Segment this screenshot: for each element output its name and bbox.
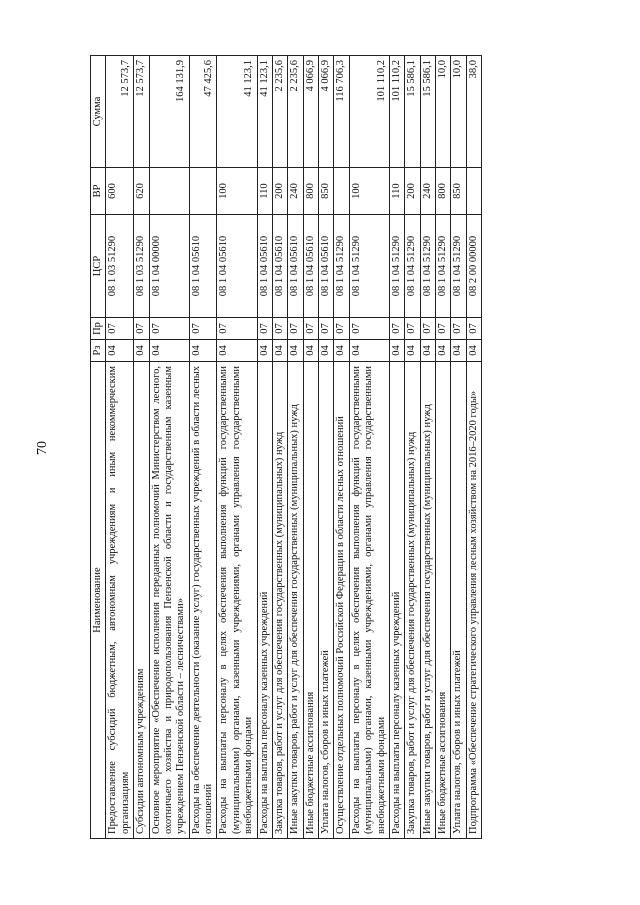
table-row [272,56,287,839]
header-name: Наименование [91,362,106,839]
header-vr: ВР [91,168,106,215]
table-row [436,56,451,839]
row-pr-cell: 07 [466,318,481,340]
rotated-table-container [90,56,561,839]
row-name-cell: Иные закупки товаров, работ и услуг для обеспечения государственных (муниципальных) нужд [420,362,435,839]
row-vr-cell: 800 [303,168,318,215]
header-pr: Пр [91,318,106,340]
row-rz-cell: 04 [272,340,287,362]
row-pr-cell: 07 [189,318,217,340]
row-vr-cell: 100 [349,168,389,215]
row-csr-cell: 08 1 04 05610 [257,215,272,318]
row-pr-cell: 07 [303,318,318,340]
row-sum-cell: 101 110,2 [349,56,389,168]
row-rz-cell: 04 [466,340,481,362]
row-vr-cell: 240 [420,168,435,215]
row-vr-cell: 240 [288,168,303,215]
row-csr-cell: 08 1 04 05610 [217,215,257,318]
row-csr-cell: 08 1 04 51290 [389,215,404,318]
row-sum-cell: 116 706,3 [334,56,349,168]
row-vr-cell: 200 [272,168,287,215]
row-name-cell: Осуществление отдельных полномочий Российской Федерации в области лесных отношений [334,362,349,839]
row-rz-cell: 04 [389,340,404,362]
row-csr-cell: 08 1 04 51290 [451,215,466,318]
header-sum: Сумма [91,56,106,168]
row-sum-cell: 2 235,6 [288,56,303,168]
row-sum-cell: 4 066,9 [303,56,318,168]
row-pr-cell: 07 [389,318,404,340]
row-sum-cell: 41 123,1 [257,56,272,168]
row-vr-cell: 600 [106,168,134,215]
table-row [303,56,318,839]
table-row [149,56,189,839]
row-rz-cell: 04 [217,340,257,362]
row-sum-cell: 12 573,7 [106,56,134,168]
row-vr-cell: 110 [257,168,272,215]
row-vr-cell [334,168,349,215]
table-row [349,56,389,839]
row-vr-cell: 850 [319,168,334,215]
row-name-cell: Расходы на выплаты персоналу казенных учреждений [257,362,272,839]
row-pr-cell: 07 [436,318,451,340]
table-row [257,56,272,839]
row-rz-cell: 04 [319,340,334,362]
row-name-cell: Субсидии автономным учреждениям [134,362,149,839]
row-csr-cell: 08 1 04 51290 [349,215,389,318]
header-csr: ЦСР [91,215,106,318]
row-sum-cell: 4 066,9 [319,56,334,168]
row-vr-cell: 110 [389,168,404,215]
page-number: 70 [35,441,50,455]
row-rz-cell: 04 [405,340,420,362]
row-csr-cell: 08 1 04 00000 [149,215,189,318]
table-row [106,56,134,839]
row-rz-cell: 04 [420,340,435,362]
row-name-cell: Закупка товаров, работ и услуг для обеспечения государственных (муниципальных) нужд [272,362,287,839]
table-row [451,56,466,839]
budget-table [90,55,482,839]
row-rz-cell: 04 [349,340,389,362]
row-rz-cell: 04 [451,340,466,362]
row-pr-cell: 07 [217,318,257,340]
row-csr-cell: 08 1 03 51290 [106,215,134,318]
row-name-cell: Уплата налогов, сборов и иных платежей [319,362,334,839]
row-pr-cell: 07 [349,318,389,340]
row-sum-cell: 15 586,1 [405,56,420,168]
table-row [405,56,420,839]
row-sum-cell: 38,0 [466,56,481,168]
table-row [319,56,334,839]
table-row [334,56,349,839]
row-rz-cell: 04 [189,340,217,362]
row-name-cell: Предоставление субсидий бюджетным, автономным учреждениям и иным некоммерческим организациям [106,362,134,839]
row-name-cell: Закупка товаров, работ и услуг для обеспечения государственных (муниципальных) нужд [405,362,420,839]
row-vr-cell: 200 [405,168,420,215]
row-pr-cell: 07 [134,318,149,340]
table-row [288,56,303,839]
row-pr-cell: 07 [106,318,134,340]
row-pr-cell: 07 [288,318,303,340]
row-vr-cell: 100 [217,168,257,215]
row-rz-cell: 04 [288,340,303,362]
row-sum-cell: 164 131,9 [149,56,189,168]
row-rz-cell: 04 [436,340,451,362]
row-name-cell: Расходы на выплаты персоналу в целях обеспечения выполнения функций государственными (муниципальными) органами, казенными учреждениями, органами управления государственными внебюджетными фондами [349,362,389,839]
row-name-cell: Расходы на выплаты персоналу в целях обеспечения выполнения функций государственными (муниципальными) органами, казенными учреждениями, органами управления государственными внебюджетными фондами [217,362,257,839]
row-vr-cell: 850 [451,168,466,215]
row-vr-cell [149,168,189,215]
table-row [420,56,435,839]
row-rz-cell: 04 [257,340,272,362]
row-pr-cell: 07 [420,318,435,340]
row-name-cell: Расходы на выплаты персоналу казенных учреждений [389,362,404,839]
row-name-cell: Основное мероприятие «Обеспечение исполнения переданных полномочий Министерством лесного, охотничьего хозяйства и природопользования Пензенской области и государственным казенным учреждением Пензенской области – лесничествами» [149,362,189,839]
row-name-cell: Иные закупки товаров, работ и услуг для обеспечения государственных (муниципальных) нужд [288,362,303,839]
row-csr-cell: 08 1 04 05610 [272,215,287,318]
row-csr-cell: 08 1 04 05610 [189,215,217,318]
row-rz-cell: 04 [106,340,134,362]
row-csr-cell: 08 1 04 51290 [420,215,435,318]
row-sum-cell: 10,0 [451,56,466,168]
row-rz-cell: 04 [134,340,149,362]
table-row [217,56,257,839]
row-pr-cell: 07 [405,318,420,340]
row-csr-cell: 08 1 04 51290 [405,215,420,318]
row-pr-cell: 07 [334,318,349,340]
row-vr-cell: 800 [436,168,451,215]
row-sum-cell: 12 573,7 [134,56,149,168]
row-vr-cell: 620 [134,168,149,215]
row-name-cell: Уплата налогов, сборов и иных платежей [451,362,466,839]
row-pr-cell: 07 [257,318,272,340]
row-name-cell: Иные бюджетные ассигнования [303,362,318,839]
row-sum-cell: 10,0 [436,56,451,168]
row-pr-cell: 07 [451,318,466,340]
header-rz: Рз [91,340,106,362]
row-vr-cell [189,168,217,215]
row-rz-cell: 04 [334,340,349,362]
row-name-cell: Подпрограмма «Обеспечение стратегического управления лесным хозяйством на 2016–2020 годы» [466,362,481,839]
row-pr-cell: 07 [149,318,189,340]
row-rz-cell: 04 [149,340,189,362]
table-row [466,56,481,839]
row-pr-cell: 07 [319,318,334,340]
table-row [134,56,149,839]
row-sum-cell: 41 123,1 [217,56,257,168]
row-sum-cell: 101 110,2 [389,56,404,168]
row-name-cell: Расходы на обеспечение деятельности (оказание услуг) государственных учреждений в области лесных отношений [189,362,217,839]
table-row [389,56,404,839]
row-csr-cell: 08 2 00 00000 [466,215,481,318]
row-pr-cell: 07 [272,318,287,340]
row-sum-cell: 15 586,1 [420,56,435,168]
row-csr-cell: 08 1 04 51290 [436,215,451,318]
row-csr-cell: 08 1 04 05610 [319,215,334,318]
row-vr-cell [466,168,481,215]
row-csr-cell: 08 1 04 05610 [288,215,303,318]
row-rz-cell: 04 [303,340,318,362]
table-header-row [91,56,106,839]
row-sum-cell: 47 425,6 [189,56,217,168]
row-csr-cell: 08 1 04 51290 [334,215,349,318]
row-sum-cell: 2 235,6 [272,56,287,168]
table-row [189,56,217,839]
row-name-cell: Иные бюджетные ассигнования [436,362,451,839]
row-csr-cell: 08 1 03 51290 [134,215,149,318]
row-csr-cell: 08 1 04 05610 [303,215,318,318]
